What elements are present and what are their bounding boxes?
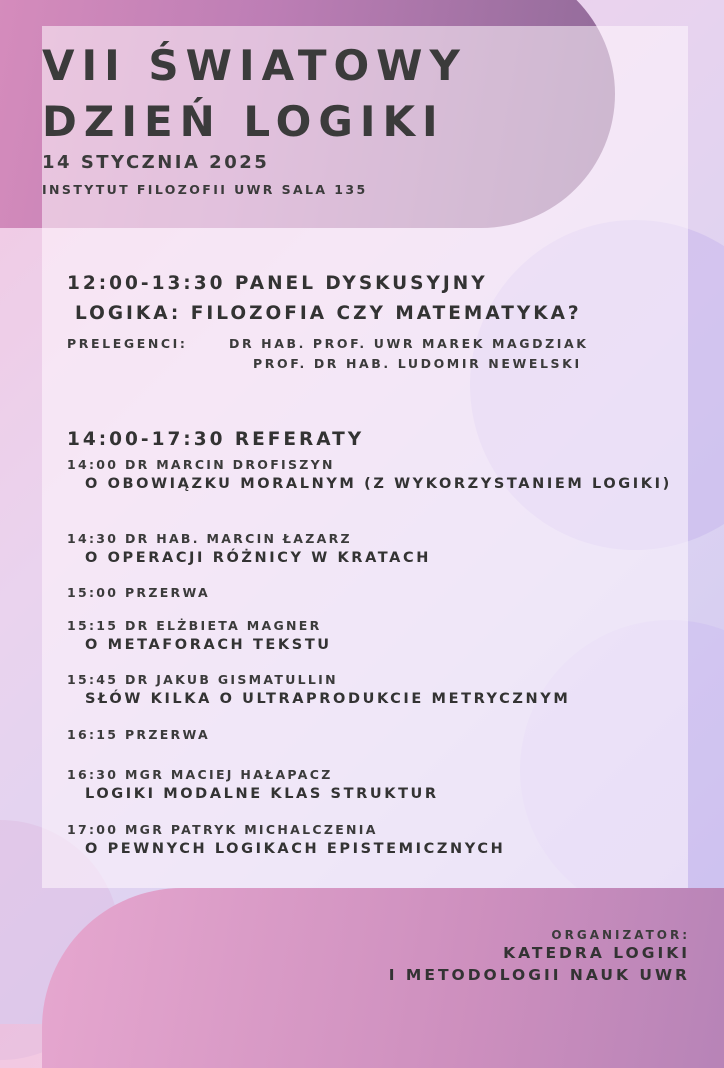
title-line-2: DZIEŃ LOGIKI — [42, 97, 445, 146]
poster-header — [42, 38, 467, 197]
talk-speaker: 15:15 DR ELŻBIETA MAGNER — [67, 618, 322, 633]
talk-entry — [67, 671, 685, 709]
talk-speaker: 14:00 DR MARCIN DROFISZYN — [67, 457, 335, 472]
talk-entry — [67, 821, 685, 859]
talk-entry — [67, 456, 685, 494]
talk-entry — [67, 617, 685, 655]
panel-section — [67, 269, 582, 329]
talk-entry — [67, 530, 685, 568]
talk-entry — [67, 766, 685, 804]
talk-topic: O METAFORACH TEKSTU — [85, 637, 332, 653]
talk-topic: SŁÓW KILKA O ULTRAPRODUKCIE METRYCZNYM — [85, 691, 571, 707]
talk-speaker: 16:30 MGR MACIEJ HAŁAPACZ — [67, 767, 333, 782]
break-entry — [67, 584, 210, 602]
speaker-1: DR HAB. PROF. UWR MAREK MAGDZIAK — [229, 336, 589, 351]
event-venue: INSTYTUT FILOZOFII UWR SALA 135 — [42, 182, 368, 197]
talk-topic: O PEWNYCH LOGIKACH EPISTEMICZNYCH — [85, 841, 506, 857]
talks-heading: 14:00-17:30 REFERATY — [67, 429, 365, 450]
talk-speaker: 14:30 DR HAB. MARCIN ŁAZARZ — [67, 531, 352, 546]
talk-speaker: 15:45 DR JAKUB GISMATULLIN — [67, 672, 338, 687]
break-label: 16:15 PRZERWA — [67, 727, 210, 742]
organizer-name-line-2: I METODOLOGII NAUK UWR — [388, 966, 690, 984]
break-entry — [67, 726, 210, 744]
event-date: 14 STYCZNIA 2025 — [42, 152, 270, 173]
talks-section-heading — [67, 425, 364, 455]
talk-topic: LOGIKI MODALNE KLAS STRUKTUR — [85, 786, 439, 802]
talk-topic: O OBOWIĄZKU MORALNYM (Z WYKORZYSTANIEM LOGIKI) — [85, 476, 672, 492]
speaker-2: PROF. DR HAB. LUDOMIR NEWELSKI — [253, 356, 582, 371]
title-line-1: VII ŚWIATOWY — [42, 41, 467, 90]
panel-subtitle: LOGIKA: FILOZOFIA CZY MATEMATYKA? — [75, 303, 582, 324]
panel-time-title: 12:00-13:30 PANEL DYSKUSYJNY — [67, 273, 488, 294]
organizer-name-line-1: KATEDRA LOGIKI — [503, 944, 690, 962]
talk-topic: O OPERACJI RÓŻNICY W KRATACH — [85, 550, 431, 566]
talk-speaker: 17:00 MGR PATRYK MICHALCZENIA — [67, 822, 378, 837]
speakers-label: PRELEGENCI: — [67, 336, 188, 351]
break-label: 15:00 PRZERWA — [67, 585, 210, 600]
organizer-block — [389, 928, 690, 986]
organizer-label: ORGANIZATOR: — [551, 928, 690, 942]
speakers-block — [67, 334, 589, 374]
